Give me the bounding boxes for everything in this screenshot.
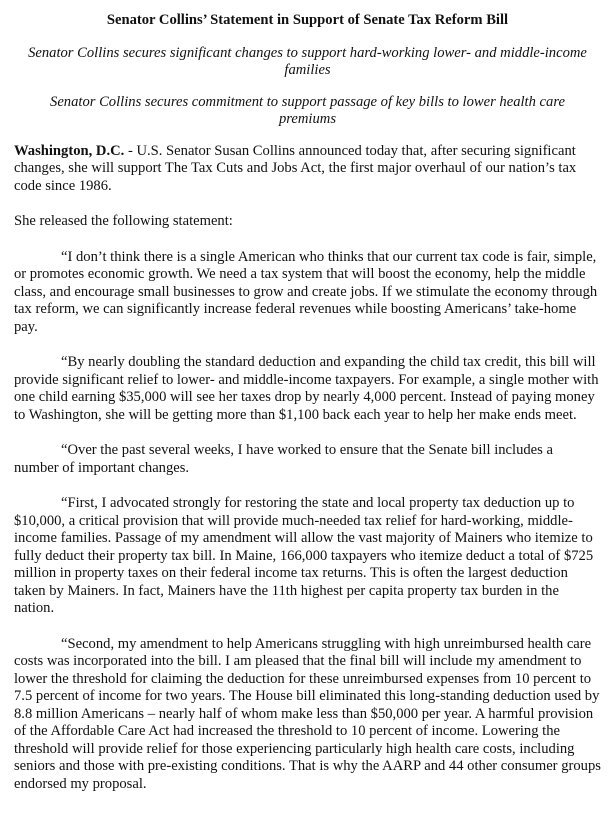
body-paragraph-4: “First, I advocated strongly for restoring the state and local property tax deduction up to $10,000, a critical provision that will provide much-needed tax relief for hard-working, middle-income families. Passage of my amendment will allow the vast majority of Mainers who itemize to fully deduct their property tax bill. In Maine, 166,000 taxpayers who itemize deduct a total of $725 million in property taxes on their federal income tax returns. This is often the largest deduction taken by Mainers. In fact, Mainers have the 11th highest per capita property tax burden in the nation. bbox=[14, 495, 594, 616]
intro-paragraph bbox=[14, 143, 601, 196]
body-paragraph-3: “Over the past several weeks, I have worked to ensure that the Senate bill includes a number of important changes. bbox=[14, 442, 553, 476]
subhead-2: Senator Collins secures commitment to support passage of key bills to lower health care premiums bbox=[50, 93, 565, 127]
body-paragraph-2: “By nearly doubling the standard deduction and expanding the child tax credit, this bill will provide significant relief to lower- and middle-income taxpayers. For example, a single mother with one child earning $35,000 will see her taxes drop by nearly 4,000 percent. Instead of paying money to Washington, she will be getting more than $1,100 back each year to help her make ends meet. bbox=[14, 354, 599, 423]
subhead-1: Senator Collins secures significant changes to support hard-working lower- and middle-income families bbox=[28, 44, 587, 78]
body-paragraph-5: “Second, my amendment to help Americans struggling with high unreimbursed health care costs was incorporated into the bill. I am pleased that the final bill will include my amendment to lower the threshold for claiming the deduction for these unreimbursed expenses from 10 percent to 7.5 percent of income for two years. The House bill eliminated this long-standing deduction used by 8.8 million Americans – nearly half of whom make less than $50,000 per year. A harmful provision of the Affordable Care Act had increased the threshold to 10 percent of income. Lowering the threshold will provide relief for those experiencing particularly high health care costs, including seniors and those with pre-existing conditions. That is why the AARP and 44 other consumer groups endorsed my proposal. bbox=[14, 635, 601, 792]
intro-text: - U.S. Senator Susan Collins announced today that, after securing significant changes, she will support The Tax Cuts and Jobs Act, the first major overhaul of our nation’s tax code since 1986. bbox=[14, 142, 577, 194]
body-paragraph-1: “I don’t think there is a single American who thinks that our current tax code is fair, simple, or promotes economic growth. We need a tax system that will boost the economy, help the middle class, and encourage small businesses to grow and create jobs. If we stimulate the economy through tax reform, we can significantly increase federal revenues while boosting Americans’ take-home pay. bbox=[14, 248, 598, 335]
dateline: Washington, D.C. bbox=[14, 142, 125, 159]
document-title: Senator Collins’ Statement in Support of Senate Tax Reform Bill bbox=[106, 12, 509, 28]
released-line: She released the following statement: bbox=[14, 213, 233, 229]
